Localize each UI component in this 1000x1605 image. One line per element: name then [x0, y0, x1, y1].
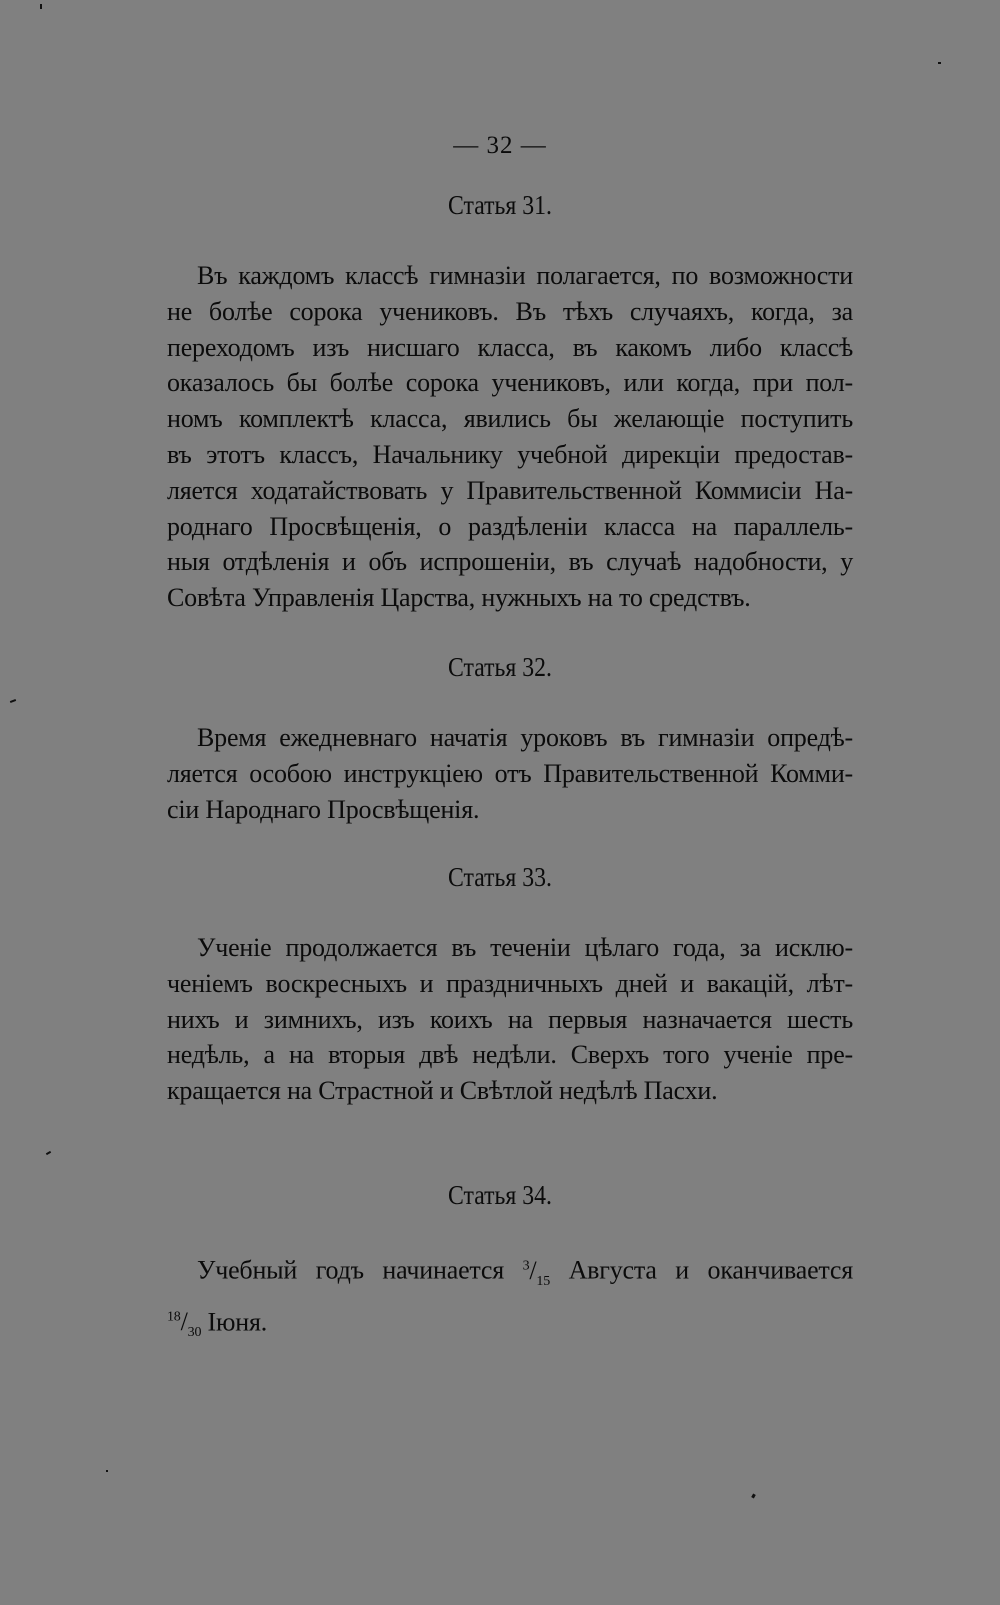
article-31-heading: Статья 31.: [448, 190, 552, 220]
scan-speck: [40, 4, 42, 9]
article-33-text: [167, 930, 853, 1109]
text-line: не болѣе сорока учениковъ. Въ тѣхъ случаяхъ, когда, за: [167, 296, 853, 326]
fraction: $^3/_{15}$: [522, 1255, 551, 1289]
fraction-numerator: 3: [522, 1258, 530, 1273]
fraction-denominator: 30: [187, 1325, 202, 1341]
text-line: нихъ и зимнихъ, изъ коихъ на первыя назначается шесть: [167, 1004, 853, 1034]
article-32-heading: Статья 32.: [448, 652, 552, 682]
article-31-text: [167, 258, 853, 616]
text-line: Время ежедневнаго начатія уроковъ въ гимназіи опредѣ-: [197, 723, 853, 752]
text-line: Совѣта Управленія Царства, нужныхъ на то средствъ.: [167, 583, 751, 613]
text-line: Въ каждомъ классѣ гимназіи полагается, по возможности: [197, 261, 853, 290]
text-line: оказалось бы болѣе сорока учениковъ, или когда, при пол-: [167, 368, 853, 398]
fraction-denominator: 15: [536, 1273, 551, 1289]
scan-speck: [751, 1494, 756, 1499]
article-34-text: [167, 1248, 853, 1351]
text-line: ляется особою инструкціею отъ Правительственной Комми-: [167, 758, 853, 788]
text-segment: Іюня.: [201, 1307, 268, 1337]
fraction: $^{18}/_{30}$: [167, 1307, 202, 1341]
text-line: [167, 1248, 853, 1300]
text-line: въ этотъ классъ, Начальнику учебной дирекціи предостав-: [167, 439, 853, 469]
fraction-numerator: 18: [167, 1309, 181, 1325]
scan-speck: [938, 62, 941, 64]
scan-speck: [106, 1470, 108, 1472]
text-line: ляется ходатайствовать у Правительственной Коммисіи На-: [167, 475, 853, 505]
text-segment: Учебный годъ начинается: [197, 1255, 523, 1285]
text-line: сіи Народнаго Просвѣщенія.: [167, 794, 480, 824]
scan-speck: [46, 1151, 51, 1155]
text-line: кращается на Страстной и Свѣтлой недѣлѣ Пасхи.: [167, 1076, 718, 1106]
article-32-text: [167, 720, 853, 827]
text-line: переходомъ изъ нисшаго класса, въ какомъ либо классѣ: [167, 332, 853, 362]
text-line: ченіемъ воскресныхъ и праздничныхъ дней и вакацій, лѣт-: [167, 968, 853, 998]
text-line: ныя отдѣленія и объ испрошеніи, въ случаѣ надобности, у: [167, 547, 853, 577]
text-line: номъ комплектѣ класса, явились бы желающіе поступить: [167, 404, 853, 434]
article-33-heading: Статья 33.: [448, 862, 552, 892]
text-line: недѣль, а на вторыя двѣ недѣли. Сверхъ того ученіе пре-: [167, 1040, 853, 1070]
scan-speck: [10, 699, 16, 703]
article-34-heading: Статья 34.: [448, 1180, 552, 1210]
text-line: роднаго Просвѣщенія, о раздѣленіи класса на параллель-: [167, 511, 853, 541]
text-segment: Августа и оканчивается: [550, 1255, 853, 1285]
page-number: — 32 —: [453, 132, 547, 159]
text-line: [167, 1300, 853, 1352]
text-line: Ученіе продолжается въ теченіи цѣлаго года, за исклю-: [197, 933, 853, 962]
